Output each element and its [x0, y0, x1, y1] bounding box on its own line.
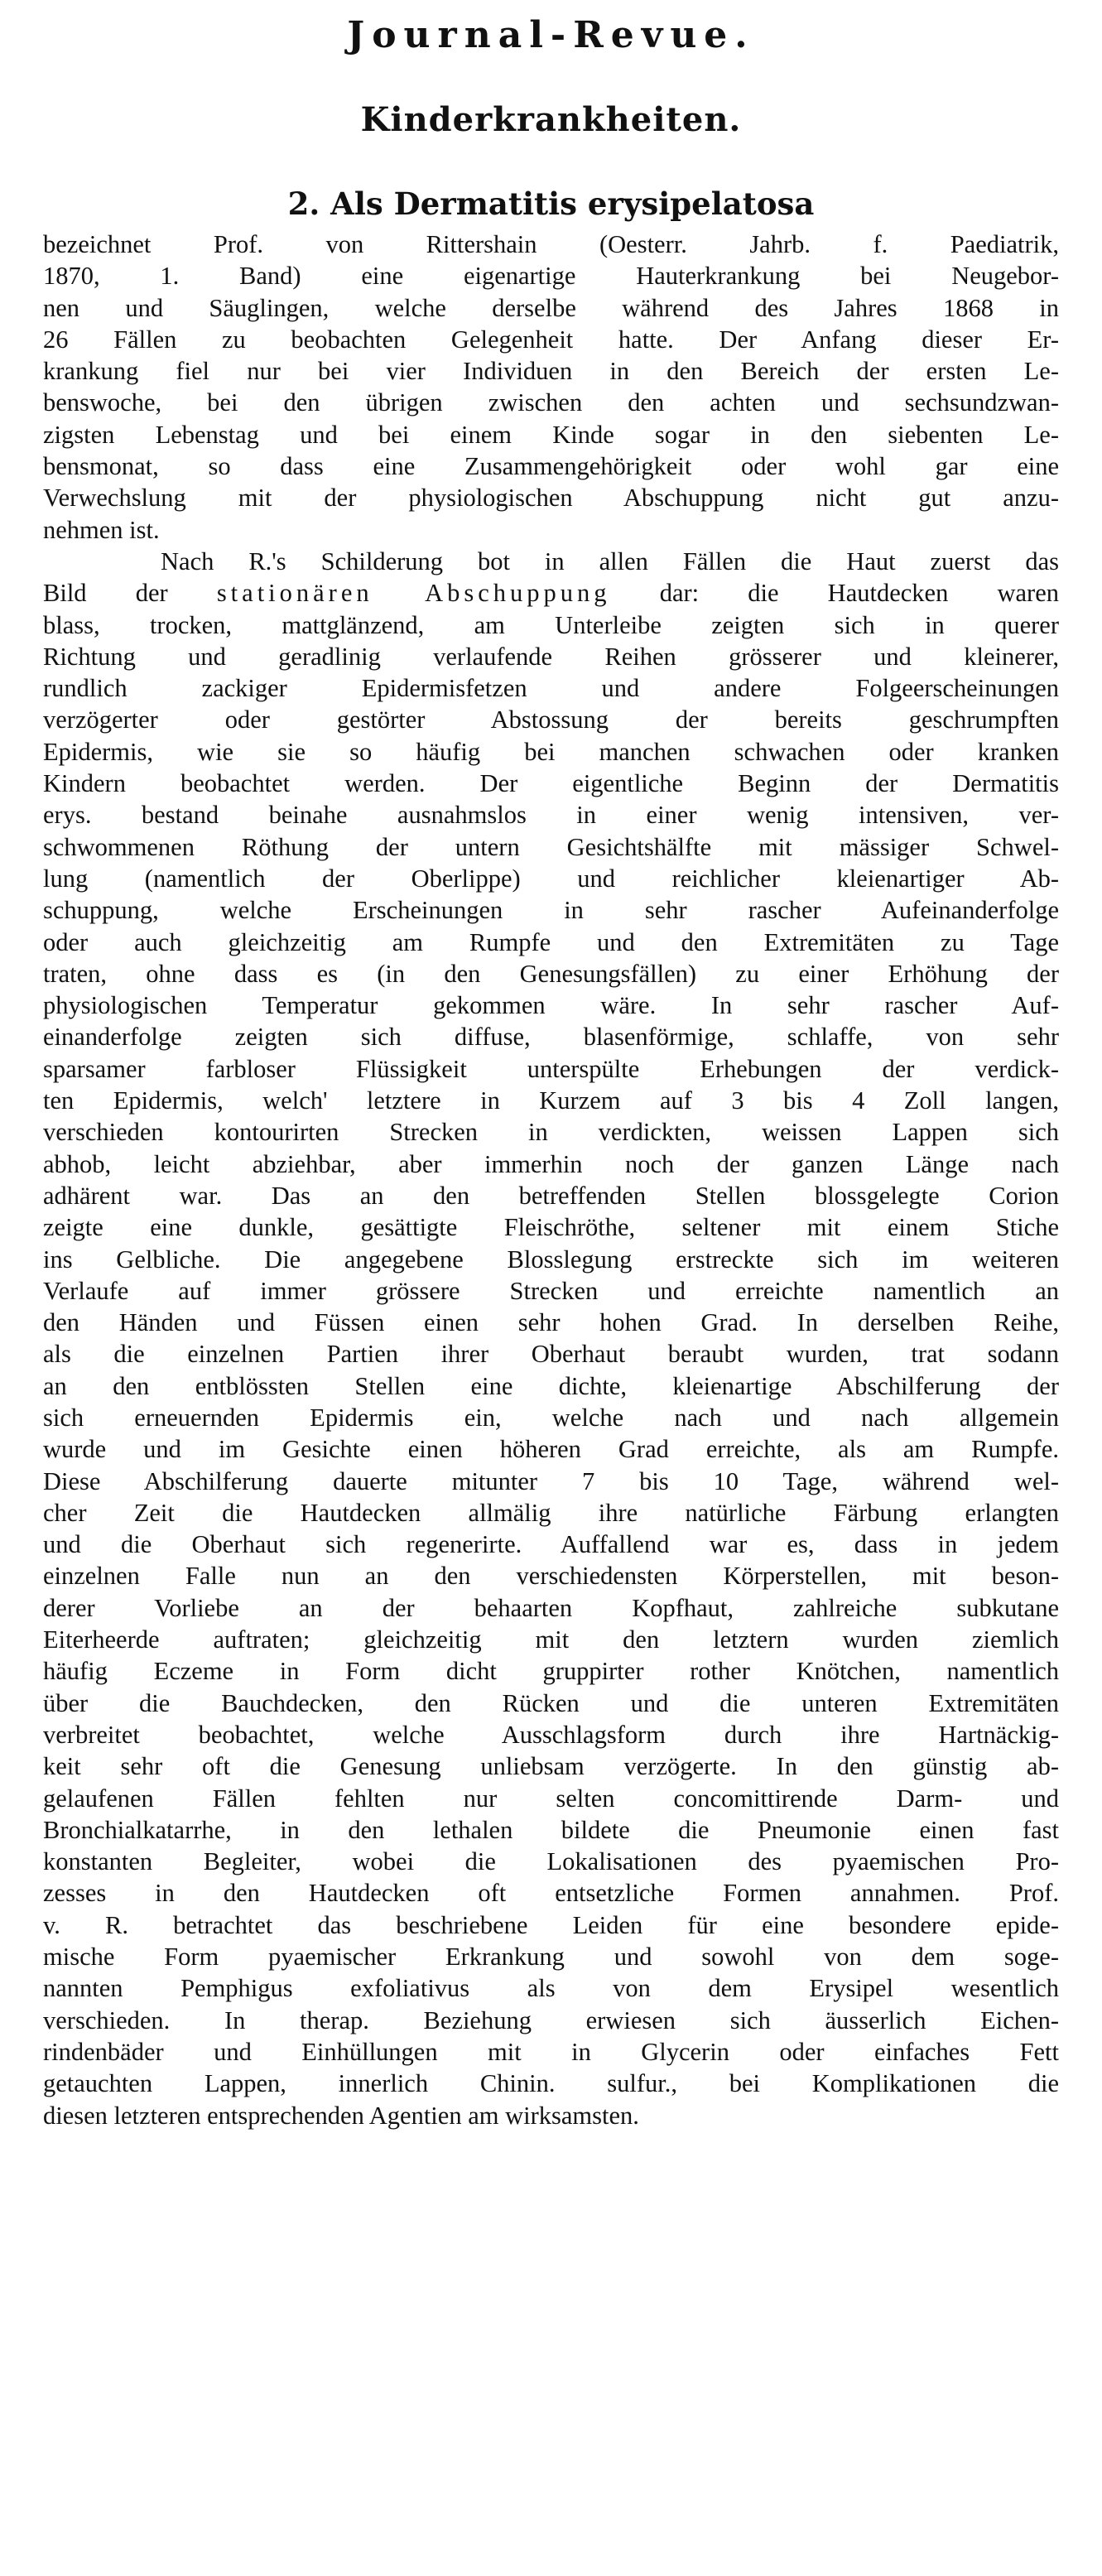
- text-line: den Händen und Füssen einen sehr hohen Grad. In derselben Reihe,: [43, 1308, 1059, 1337]
- text-line: Bronchialkatarrhe, in den lethalen bildete die Pneumonie einen fast: [43, 1815, 1059, 1844]
- text-line: wurde und im Gesichte einen höheren Grad erreichte, als am Rumpfe.: [43, 1435, 1059, 1464]
- text-line: einzelnen Falle nun an den verschiedensten Körperstellen, mit beson-: [43, 1562, 1059, 1591]
- text-line: rindenbäder und Einhüllungen mit in Glycerin oder einfaches Fett: [43, 2037, 1059, 2066]
- text-line: ins Gelbliche. Die angegebene Blosslegung erstreckte sich im weiteren: [43, 1245, 1059, 1274]
- text-line: getauchten Lappen, innerlich Chinin. sulfur., bei Komplikationen die: [43, 2069, 1059, 2098]
- text-line: zeigte eine dunkle, gesättigte Fleischröthe, seltener mit einem Stiche: [43, 1213, 1059, 1242]
- journal-page: [43, 10, 1059, 2131]
- text-line: nen und Säuglingen, welche derselbe während des Jahres 1868 in: [43, 293, 1059, 322]
- text-line: häufig Eczeme in Form dicht gruppirter rother Knötchen, namentlich: [43, 1657, 1059, 1686]
- text-line: Diese Abschilferung dauerte mitunter 7 bis 10 Tage, während wel-: [43, 1466, 1059, 1495]
- text-line: schwommenen Röthung der untern Gesichtshälfte mit mässiger Schwel-: [43, 832, 1059, 861]
- text-line: verschieden kontourirten Strecken in verdickten, weissen Lappen sich: [43, 1118, 1059, 1147]
- text-line: keit sehr oft die Genesung unliebsam verzögerte. In den günstig ab-: [43, 1752, 1059, 1781]
- text-line: Richtung und geradlinig verlaufende Reihen grösserer und kleinerer,: [43, 642, 1059, 671]
- text-line: schuppung, welche Erscheinungen in sehr rascher Aufeinanderfolge: [43, 896, 1059, 925]
- text-line: nannten Pemphigus exfoliativus als von dem Erysipel wesentlich: [43, 1974, 1059, 2003]
- text-line: verschieden. In therap. Beziehung erwiesen sich äusserlich Eichen-: [43, 2005, 1059, 2034]
- text-line: einanderfolge zeigten sich diffuse, blasenförmige, schlaffe, von sehr: [43, 1023, 1059, 1052]
- paragraph-intro: [43, 229, 1059, 546]
- text-line: über die Bauchdecken, den Rücken und die unteren Extremitäten: [43, 1688, 1059, 1717]
- text-line: verbreitet beobachtet, welche Ausschlagsform durch ihre Hartnäckig-: [43, 1720, 1059, 1749]
- text-line: rundlich zackiger Epidermisfetzen und andere Folgeerscheinungen: [43, 674, 1059, 703]
- text-line: als die einzelnen Partien ihrer Oberhaut beraubt wurden, trat sodann: [43, 1340, 1059, 1369]
- text-line: Kindern beobachtet werden. Der eigentliche Beginn der Dermatitis: [43, 769, 1059, 798]
- journal-title: Journal-Revue.: [347, 14, 755, 56]
- text-line: Eiterheerde auftraten; gleichzeitig mit den letztern wurden ziemlich: [43, 1625, 1059, 1654]
- text-line: Verlaufe auf immer grössere Strecken und erreichte namentlich an: [43, 1276, 1059, 1305]
- text-line: 1870, 1. Band) eine eigenartige Hauterkrankung bei Neugebor-: [43, 262, 1059, 291]
- text-line: v. R. betrachtet das beschriebene Leiden für eine besondere epide-: [43, 1910, 1059, 1939]
- text-line: nehmen ist.: [43, 515, 160, 544]
- text-run: Bild der: [43, 579, 217, 608]
- text-line: lung (namentlich der Oberlippe) und reichlicher kleienartiger Ab-: [43, 864, 1059, 893]
- emphasized-term: stationären Abschuppung: [216, 579, 611, 608]
- text-line: [43, 577, 1059, 609]
- text-line: Nach R.'s Schilderung bot in allen Fällen die Haut zuerst das: [161, 546, 1059, 575]
- text-line: krankung fiel nur bei vier Individuen in den Bereich der ersten Le-: [43, 357, 1059, 386]
- paragraph-description: [43, 546, 1059, 2131]
- text-line: bezeichnet Prof. von Rittershain (Oesterr. Jahrb. f. Paediatrik,: [43, 230, 1059, 258]
- text-line: ten Epidermis, welch' letztere in Kurzem auf 3 bis 4 Zoll langen,: [43, 1086, 1059, 1115]
- text-line: zesses in den Hautdecken oft entsetzliche Formen annahmen. Prof.: [43, 1879, 1059, 1908]
- text-line: Epidermis, wie sie so häufig bei manchen schwachen oder kranken: [43, 737, 1059, 766]
- text-line: 26 Fällen zu beobachten Gelegenheit hatte. Der Anfang dieser Er-: [43, 325, 1059, 354]
- section-title: Kinderkrankheiten.: [360, 100, 742, 139]
- text-line: sparsamer farbloser Flüssigkeit unterspülte Erhebungen der verdick-: [43, 1054, 1059, 1083]
- text-line: und die Oberhaut sich regenerirte. Auffallend war es, dass in jedem: [43, 1530, 1059, 1559]
- text-line: zigsten Lebenstag und bei einem Kinde sogar in den siebenten Le-: [43, 420, 1059, 449]
- text-line: traten, ohne dass es (in den Genesungsfällen) zu einer Erhöhung der: [43, 959, 1059, 988]
- text-line: mische Form pyaemischer Erkrankung und sowohl von dem soge-: [43, 1943, 1059, 1972]
- text-line: blass, trocken, mattglänzend, am Unterleibe zeigten sich in querer: [43, 610, 1059, 639]
- text-line: konstanten Begleiter, wobei die Lokalisationen des pyaemischen Pro-: [43, 1847, 1059, 1876]
- text-line: cher Zeit die Hautdecken allmälig ihre natürliche Färbung erlangten: [43, 1498, 1059, 1527]
- text-line: adhärent war. Das an den betreffenden Stellen blossgelegte Corion: [43, 1181, 1059, 1210]
- text-line: diesen letzteren entsprechenden Agentien am wirksamsten.: [43, 2101, 639, 2130]
- text-run: dar: die Hautdecken waren: [610, 579, 1059, 608]
- text-line: sich erneuernden Epidermis ein, welche nach und nach allgemein: [43, 1403, 1059, 1432]
- text-line: an den entblössten Stellen eine dichte, kleienartige Abschilferung der: [43, 1371, 1059, 1400]
- text-line: verzögerter oder gestörter Abstossung der bereits geschrumpften: [43, 705, 1059, 734]
- text-line: bensmonat, so dass eine Zusammengehörigkeit oder wohl gar eine: [43, 452, 1059, 481]
- text-line: abhob, leicht abziehbar, aber immerhin noch der ganzen Länge nach: [43, 1149, 1059, 1178]
- text-line: Verwechslung mit der physiologischen Abschuppung nicht gut anzu-: [43, 484, 1059, 513]
- text-line: erys. bestand beinahe ausnahmslos in einer wenig intensiven, ver-: [43, 801, 1059, 830]
- article-title: 2. Als Dermatitis erysipelatosa: [287, 185, 815, 222]
- text-line: oder auch gleichzeitig am Rumpfe und den Extremitäten zu Tage: [43, 927, 1059, 956]
- text-line: gelaufenen Fällen fehlten nur selten concomittirende Darm- und: [43, 1784, 1059, 1813]
- text-line: benswoche, bei den übrigen zwischen den achten und sechsundzwan-: [43, 388, 1059, 417]
- text-line: physiologischen Temperatur gekommen wäre. In sehr rascher Auf-: [43, 991, 1059, 1020]
- text-line: derer Vorliebe an der behaarten Kopfhaut, zahlreiche subkutane: [43, 1593, 1059, 1622]
